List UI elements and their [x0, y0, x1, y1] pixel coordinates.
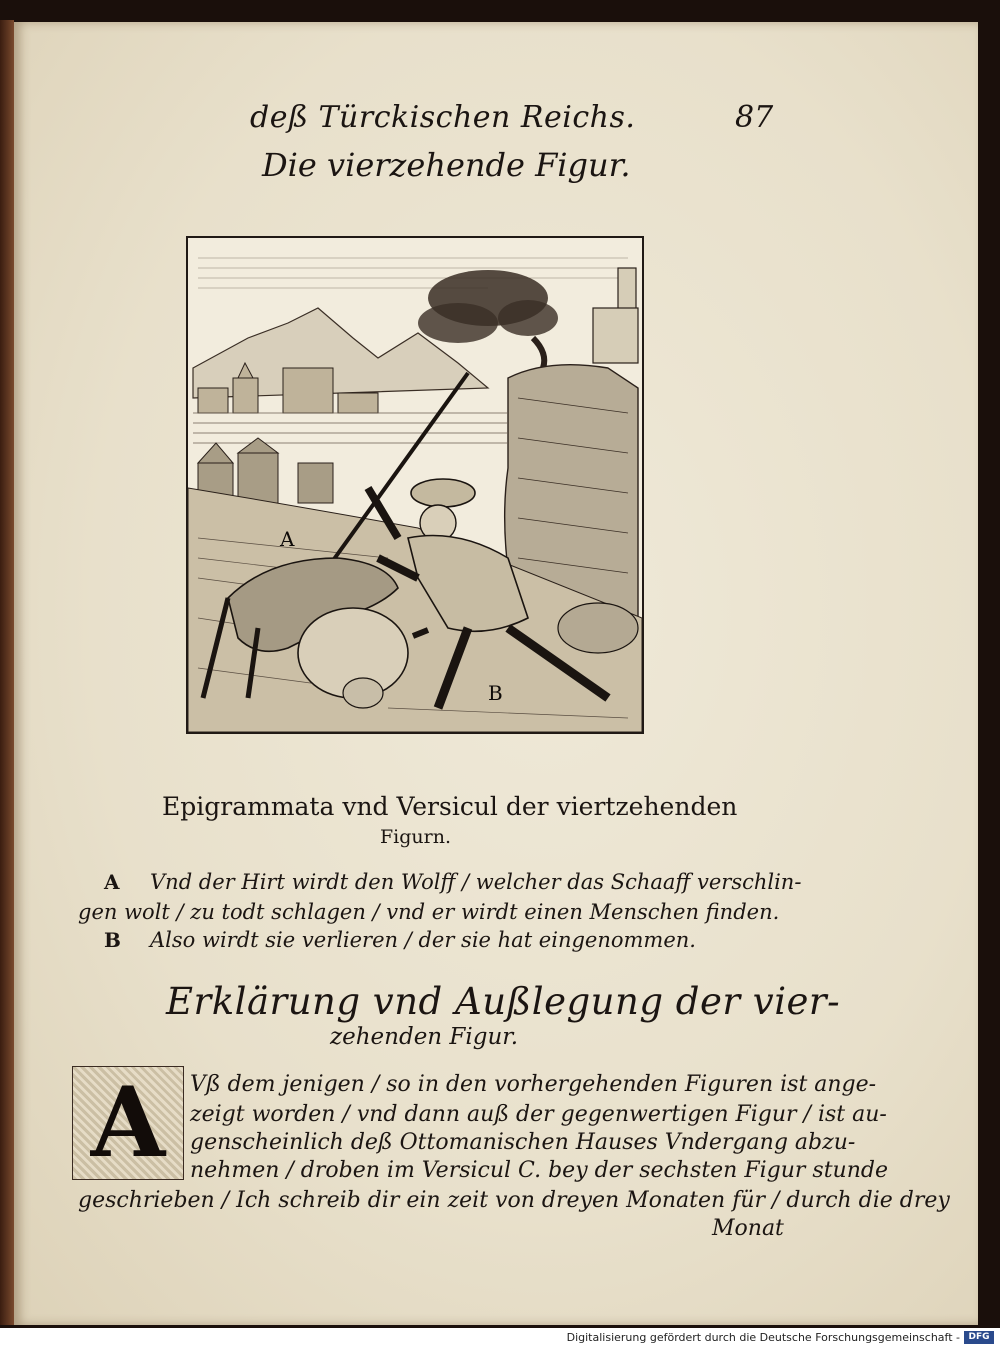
catchword: Monat	[712, 1216, 784, 1241]
page-number: 87	[735, 100, 774, 135]
epigram-heading: Epigrammata vnd Versicul der viertzehenden	[162, 792, 738, 821]
figure-title: Die vierzehende Figur.	[262, 146, 631, 184]
legend-letter-a: A	[104, 870, 120, 894]
section-title: Erklärung vnd Außlegung der vier-	[166, 980, 841, 1023]
legend-letter-b: B	[104, 928, 121, 952]
body-line-1: Vß dem jenigen / so in den vorhergehenden Figuren ist ange-	[190, 1072, 877, 1097]
body-line-2: zeigt worden / vnd dann auß der gegenwertigen Figur / ist au-	[190, 1102, 887, 1127]
body-line-3: genscheinlich deß Ottomanischen Hauses Vndergang abzu-	[190, 1130, 856, 1155]
book-spine-edge	[0, 20, 14, 1325]
engraving-label-a: A	[280, 527, 295, 551]
body-line-5: geschrieben / Ich schreib dir ein zeit von dreyen Monaten für / durch die drey	[78, 1188, 950, 1213]
initial-letter: A	[90, 1066, 166, 1179]
engraving-artwork	[188, 238, 642, 732]
legend-a-line-1: Vnd der Hirt wirdt den Wolff / welcher das Schaaff verschlin-	[150, 870, 802, 894]
legend-a-line-2: gen wolt / zu todt schlagen / vnd er wirdt einen Menschen finden.	[78, 900, 780, 924]
dfg-logo[interactable]: DFG	[964, 1331, 994, 1344]
section-title-continued: zehenden Figur.	[330, 1024, 519, 1050]
engraving-label-b: B	[488, 681, 503, 705]
running-title: deß Türckischen Reichs.	[250, 100, 636, 135]
legend-b-line-1: Also wirdt sie verlieren / der sie hat eingenommen.	[150, 928, 696, 952]
digitization-credit: Digitalisierung gefördert durch die Deutsche Forschungsgemeinschaft -	[566, 1331, 960, 1344]
body-line-4: nehmen / droben im Versicul C. bey der sechsten Figur stunde	[190, 1158, 888, 1183]
engraving-illustration	[186, 236, 644, 734]
decorated-initial	[72, 1066, 184, 1180]
epigram-heading-continued: Figurn.	[380, 826, 452, 848]
